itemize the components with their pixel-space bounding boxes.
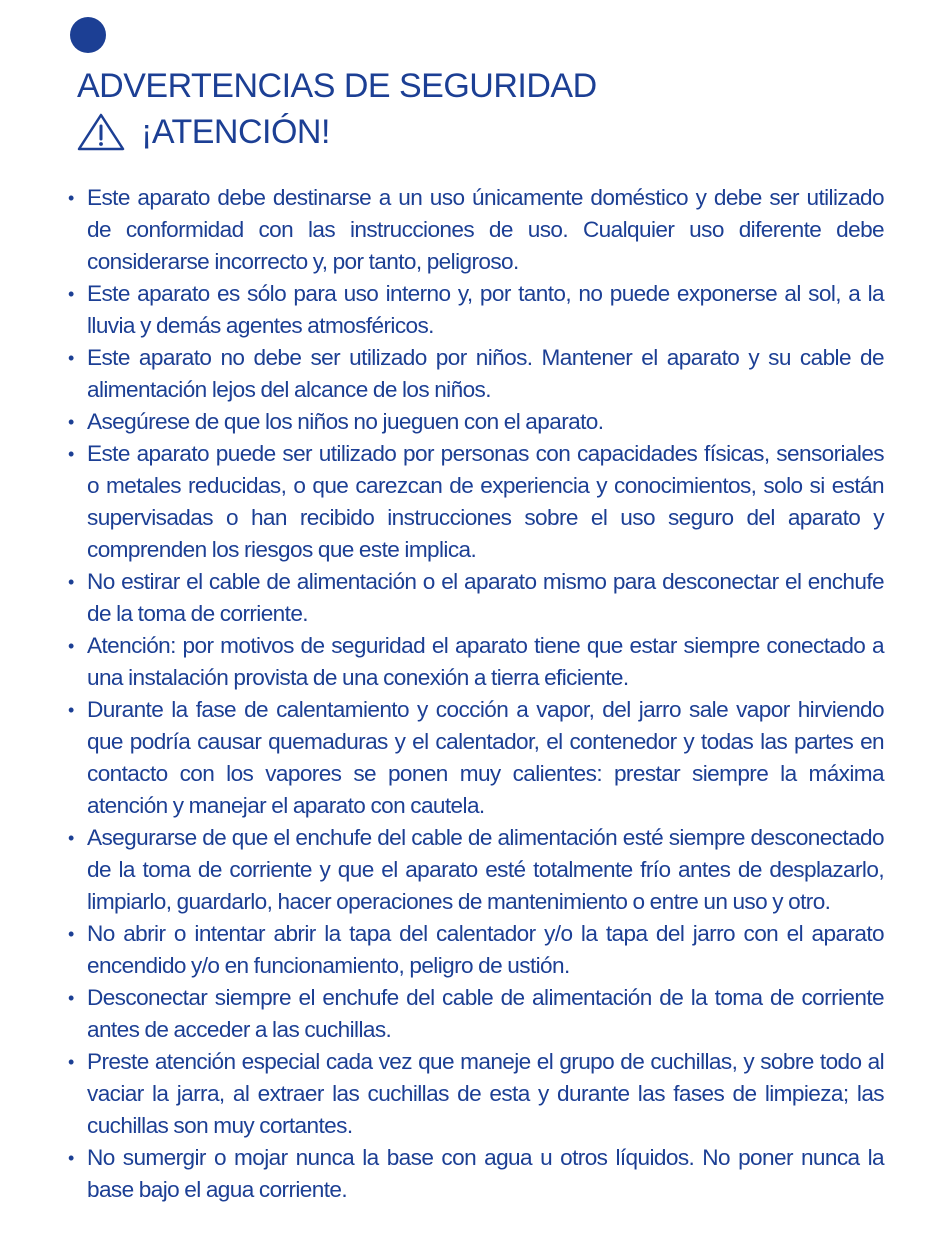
warning-text: Este aparato puede ser utilizado por personas con capacidades físicas, sensoriales o metales reducidas, o que carezcan de experiencia y conocimientos, solo si están supervisadas o han recibido instrucciones sobre el uso seguro del aparato y comprenden los riesgos que este implica. — [87, 441, 884, 562]
bullet-marker: • — [68, 1148, 74, 1168]
bullet-marker: • — [68, 348, 74, 368]
bullet-marker: • — [68, 572, 74, 592]
attention-label: ¡ATENCIÓN! — [141, 113, 330, 151]
warning-item — [68, 278, 884, 342]
safety-warnings-list — [68, 182, 884, 1206]
bullet-marker: • — [68, 284, 74, 304]
warning-text: Desconectar siempre el enchufe del cable de alimentación de la toma de corriente antes de acceder a las cuchillas. — [87, 985, 884, 1042]
warning-text: Asegúrese de que los niños no jueguen con el aparato. — [87, 409, 604, 434]
warning-item — [68, 182, 884, 278]
page-title: ADVERTENCIAS DE SEGURIDAD — [77, 67, 597, 105]
bullet-marker: • — [68, 988, 74, 1008]
warning-item — [68, 694, 884, 822]
bullet-marker: • — [68, 1052, 74, 1072]
warning-item — [68, 1142, 884, 1206]
warning-text: Este aparato debe destinarse a un uso únicamente doméstico y debe ser utilizado de conformidad con las instrucciones de uso. Cualquier uso diferente debe considerarse incorrecto y, por tanto, peligroso. — [87, 185, 884, 274]
warning-text: Preste atención especial cada vez que maneje el grupo de cuchillas, y sobre todo al vaciar la jarra, al extraer las cuchillas de esta y durante las fases de limpieza; las cuchillas son muy cortantes. — [87, 1049, 884, 1138]
warning-text: No abrir o intentar abrir la tapa del calentador y/o la tapa del jarro con el aparato encendido y/o en funcionamiento, peligro de ustión. — [87, 921, 884, 978]
warning-text: No estirar el cable de alimentación o el aparato mismo para desconectar el enchufe de la toma de corriente. — [87, 569, 884, 626]
warning-text: Asegurarse de que el enchufe del cable de alimentación esté siempre desconectado de la toma de corriente y que el aparato esté totalmente frío antes de desplazarlo, limpiarlo, guardarlo, hacer operaciones de mantenimiento o entre un uso y otro. — [87, 825, 884, 914]
warning-item — [68, 918, 884, 982]
warning-text: Durante la fase de calentamiento y cocción a vapor, del jarro sale vapor hirviendo que podría causar quemaduras y el calentador, el contenedor y todas las partes en contacto con los vapores se ponen muy calientes: prestar siempre la máxima atención y manejar el aparato con cautela. — [87, 697, 884, 818]
warning-item — [68, 438, 884, 566]
bullet-marker: • — [68, 700, 74, 720]
warning-text: No sumergir o mojar nunca la base con agua u otros líquidos. No poner nunca la base bajo el agua corriente. — [87, 1145, 884, 1202]
bullet-marker: • — [68, 412, 74, 432]
bullet-marker: • — [68, 636, 74, 656]
warning-text: Atención: por motivos de seguridad el aparato tiene que estar siempre conectado a una instalación provista de una conexión a tierra eficiente. — [87, 633, 884, 690]
bullet-marker: • — [68, 924, 74, 944]
bullet-marker: • — [68, 444, 74, 464]
warning-item — [68, 1046, 884, 1142]
warning-triangle-icon — [77, 113, 125, 151]
warning-text: Este aparato es sólo para uso interno y, por tanto, no puede exponerse al sol, a la lluvia y demás agentes atmosféricos. — [87, 281, 884, 338]
warning-item — [68, 630, 884, 694]
warning-item — [68, 822, 884, 918]
bullet-marker: • — [68, 188, 74, 208]
warning-item — [68, 406, 884, 438]
warning-item — [68, 566, 884, 630]
warning-item — [68, 982, 884, 1046]
warning-text: Este aparato no debe ser utilizado por niños. Mantener el aparato y su cable de alimentación lejos del alcance de los niños. — [87, 345, 884, 402]
warning-item — [68, 342, 884, 406]
attention-heading — [77, 110, 330, 154]
bullet-marker: • — [68, 828, 74, 848]
section-marker-dot — [70, 17, 106, 53]
